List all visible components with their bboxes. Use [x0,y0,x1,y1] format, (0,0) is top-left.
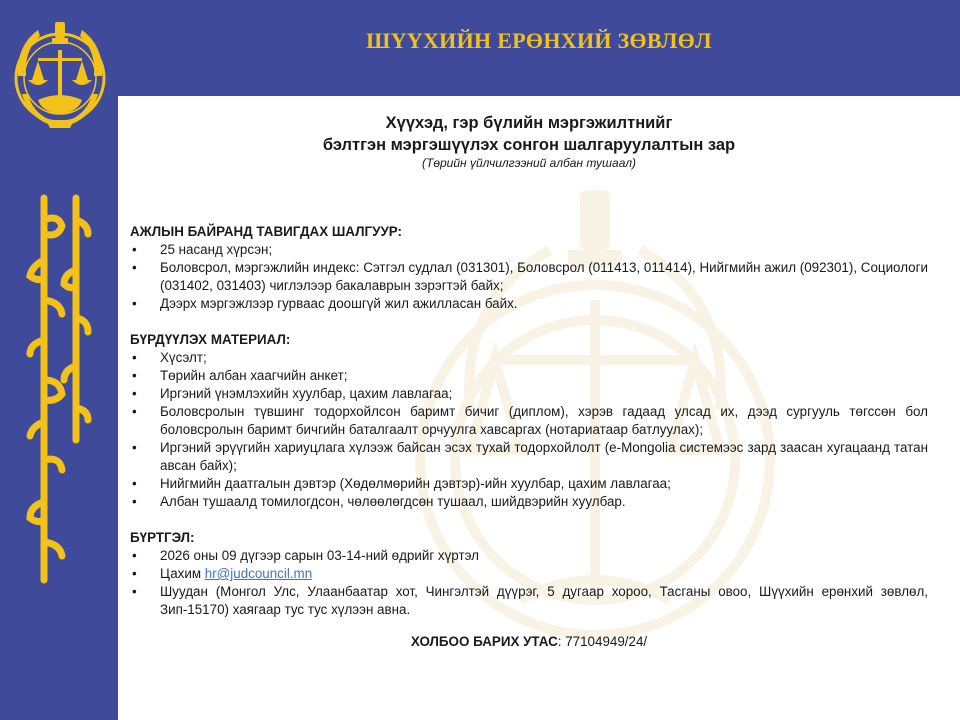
sidebar [0,0,118,720]
list-item: • Хүсэлт; [130,349,928,367]
list-item: • Төрийн албан хаагчийн анкет; [130,367,928,385]
court-council-emblem-icon [8,16,112,136]
header-bar [118,0,960,96]
notice-title-line-1: Хүүхэд, гэр бүлийн мэргэжилтнийг [385,114,673,132]
list-item: • Боловсрол, мэргэжлийн индекс: Сэтгэл судлал (031301), Боловсрол (011413, 011414), Нийгмийн ажил (092301), Социологи (031402, 031403) чиглэлээр бакалаврын зэрэгтэй байх; [130,259,928,295]
list-item [130,565,928,583]
list-item: • 2026 оны 09 дүгээр сарын 03-14-ний өдрийг хүртэл [130,547,928,565]
notice-subtitle: (Төрийн үйлчилгээний албан тушаал) [422,156,636,170]
requirements-list [130,241,928,313]
notice-content [130,112,928,651]
list-item: • Нийгмийн даатгалын дэвтэр (Хөдөлмөрийн дэвтэр)-ийн хуулбар, цахим лавлагаа; [130,475,928,493]
list-item: • Шуудан (Монгол Улс, Улаанбаатар хот, Чингэлтэй дүүрэг, 5 дугаар хороо, Тасганы овоо, Шүүхийн ерөнхий зөвлөл, Зип-15170) хаягаар тус тус хүлээн авна. [130,583,928,619]
list-item: • Иргэний үнэмлэхийн хуулбар, цахим лавлагаа; [130,385,928,403]
contact-phone: : 77104949/24/ [557,634,648,649]
contact-line [130,633,928,651]
contact-label: ХОЛБОО БАРИХ УТАС [410,634,558,649]
registration-heading: БҮРТГЭЛ: [130,530,195,545]
list-item: • Боловсролын түвшинг тодорхойлсон баримт бичиг (диплом), хэрэв гадаад улсад их, дээд сургууль төгссөн бол боловсролын баримт бичгийн баталгаалт орчуулга хавсаргах (нотариатаар батлуулах); [130,403,928,439]
list-item: • Дээрх мэргэжлээр гурваас доошгүй жил ажилласан байх. [130,295,928,313]
materials-list [130,349,928,511]
page-title: ШҮҮХИЙН ЕРӨНХИЙ ЗӨВЛӨЛ [366,28,712,53]
list-item: • Иргэний эрүүгийн хариуцлага хүлээж байсан эсэх тухай тодорхойлолт (e-Mongolia системээс зард заасан хугацаанд татан авсан байх); [130,439,928,475]
email-label: Цахим [160,566,202,581]
notice-title-line-2: бэлтгэн мэргэшүүлэх сонгон шалгаруулалтын зар [322,136,736,154]
list-item: • 25 насанд хүрсэн; [130,241,928,259]
registration-list [130,547,928,619]
materials-heading: БҮРДҮҮЛЭХ МАТЕРИАЛ: [130,332,291,347]
email-link[interactable]: hr@judcouncil.mn [204,566,313,581]
list-item: • Албан тушаалд томилогдсон, чөлөөлөгдсөн тушаал, шийдвэрийн хуулбар. [130,493,928,511]
requirements-heading: АЖЛЫН БАЙРАНД ТАВИГДАХ ШАЛГУУР: [130,224,403,239]
mongolian-script-icon [22,190,96,590]
